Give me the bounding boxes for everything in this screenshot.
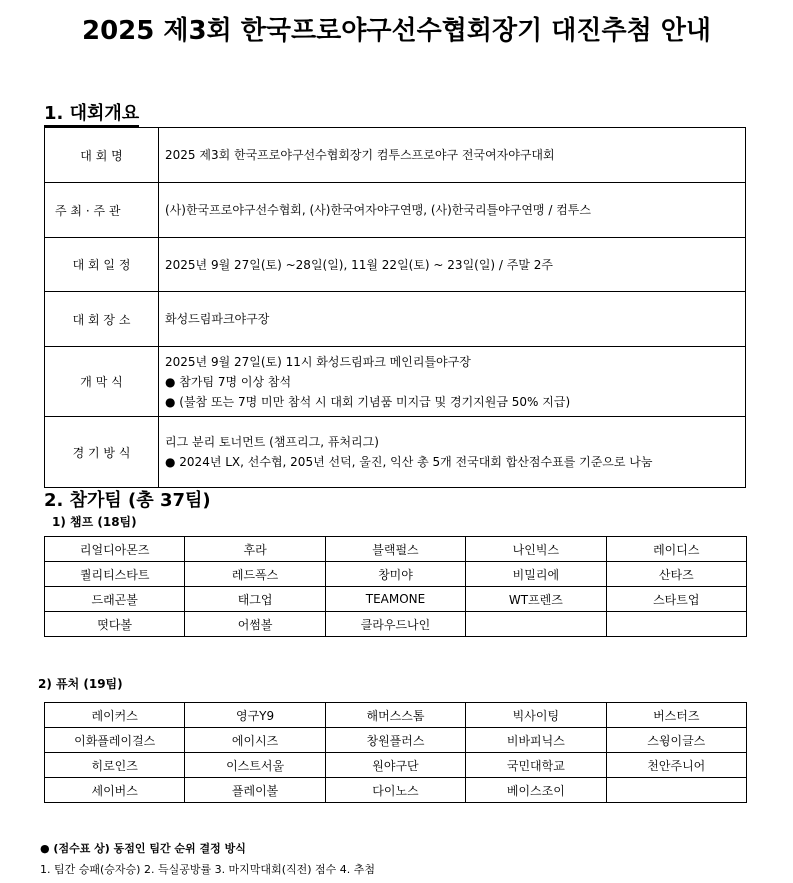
overview-line: 화성드림파크야구장 — [165, 312, 270, 326]
team-cell: 창미야 — [325, 562, 465, 587]
team-cell: 퀄리티스타트 — [45, 562, 185, 587]
overview-line: ● 참가팀 7명 이상 참석 — [165, 374, 292, 389]
team-cell: 베이스조이 — [466, 778, 606, 803]
overview-value — [159, 347, 746, 417]
overview-label: 경 기 방 식 — [45, 417, 159, 488]
team-cell: 빅사이팅 — [466, 703, 606, 728]
table-row — [45, 612, 747, 637]
team-cell: 이스트서울 — [185, 753, 325, 778]
tiebreak-note-body: 1. 팀간 승패(승자승) 2. 득실공방률 3. 마지막대회(직전) 점수 4. 추첨 — [40, 863, 376, 876]
team-cell: 히로인즈 — [45, 753, 185, 778]
overview-line: ● 2024년 LX, 선수협, 205년 선덕, 울진, 익산 총 5개 전국대회 합산점수표를 기준으로 나눔 — [165, 455, 653, 469]
team-cell: 레이디스 — [606, 537, 746, 562]
team-cell: 다이노스 — [325, 778, 465, 803]
team-cell: WT프렌즈 — [466, 587, 606, 612]
table-row — [45, 703, 747, 728]
overview-line: ● (불참 또는 7명 미만 참석 시 대회 기념품 미지급 및 경기지원금 50% 지급) — [165, 394, 571, 409]
team-cell: 어썸볼 — [185, 612, 325, 637]
overview-value — [159, 128, 746, 183]
team-cell: 태그업 — [185, 587, 325, 612]
champ-table — [44, 536, 747, 637]
overview-row-opening — [45, 347, 746, 417]
team-cell: 에이시즈 — [185, 728, 325, 753]
overview-label: 대 회 장 소 — [45, 292, 159, 347]
team-cell — [606, 612, 746, 637]
page-title: 2025 제3회 한국프로야구선수협회장기 대진추첨 안내 — [82, 16, 711, 46]
team-cell: 산타즈 — [606, 562, 746, 587]
section-overview-heading: 1. 대회개요 — [44, 103, 139, 127]
team-cell: 레이커스 — [45, 703, 185, 728]
overview-row-venue — [45, 292, 746, 347]
overview-row-schedule — [45, 238, 746, 292]
overview-line: 2025년 9월 27일(토) 11시 화성드림파크 메인리틀야구장 — [165, 354, 471, 369]
team-cell: 국민대학교 — [466, 753, 606, 778]
team-cell: 스윙이글스 — [606, 728, 746, 753]
tiebreak-note-title: ● (점수표 상) 동점인 팀간 순위 결정 방식 — [40, 842, 246, 855]
team-cell: TEAMONE — [325, 587, 465, 612]
team-cell: 버스터즈 — [606, 703, 746, 728]
team-cell: 나인빅스 — [466, 537, 606, 562]
overview-line: 2025년 9월 27일(토) ~28일(일), 11월 22일(토) ~ 23일(일) / 주말 2주 — [165, 257, 554, 272]
team-cell: 드래곤볼 — [45, 587, 185, 612]
team-cell: 비바피닉스 — [466, 728, 606, 753]
overview-value — [159, 183, 746, 238]
overview-table — [44, 127, 746, 488]
overview-value — [159, 238, 746, 292]
overview-row-name — [45, 128, 746, 183]
overview-row-format — [45, 417, 746, 488]
future-heading: 2) 퓨처 (19팀) — [38, 677, 123, 691]
team-cell: 후라 — [185, 537, 325, 562]
team-cell: 비밀리에 — [466, 562, 606, 587]
champ-heading: 1) 챔프 (18팀) — [52, 515, 137, 529]
team-cell: 창원플러스 — [325, 728, 465, 753]
overview-label: 개 막 식 — [45, 347, 159, 417]
team-cell: 해머스스톰 — [325, 703, 465, 728]
team-cell: 클라우드나인 — [325, 612, 465, 637]
team-cell: 블랙펄스 — [325, 537, 465, 562]
team-cell: 원야구단 — [325, 753, 465, 778]
overview-line: 2025 제3회 한국프로야구선수협회장기 컴투스프로야구 전국여자야구대회 — [165, 148, 555, 162]
team-cell: 떳다볼 — [45, 612, 185, 637]
team-cell: 스타트업 — [606, 587, 746, 612]
overview-value — [159, 417, 746, 488]
table-row — [45, 562, 747, 587]
team-cell — [606, 778, 746, 803]
overview-value — [159, 292, 746, 347]
overview-row-host — [45, 183, 746, 238]
team-cell: 리얼디아몬즈 — [45, 537, 185, 562]
overview-label: 주 최 · 주 관 — [45, 183, 159, 238]
team-cell: 천안주니어 — [606, 753, 746, 778]
overview-line: (사)한국프로야구선수협회, (사)한국여자야구연맹, (사)한국리틀야구연맹 / 컴투스 — [165, 203, 591, 217]
team-cell — [466, 612, 606, 637]
section-teams-heading: 2. 참가팀 (총 37팀) — [44, 490, 211, 511]
table-row — [45, 753, 747, 778]
table-row — [45, 587, 747, 612]
table-row — [45, 537, 747, 562]
team-cell: 레드폭스 — [185, 562, 325, 587]
team-cell: 영구Y9 — [185, 703, 325, 728]
team-cell: 이화플레이걸스 — [45, 728, 185, 753]
overview-line: 리그 분리 토너먼트 (챔프리그, 퓨처리그) — [165, 435, 379, 449]
overview-label: 대 회 일 정 — [45, 238, 159, 292]
overview-label: 대 회 명 — [45, 128, 159, 183]
table-row — [45, 778, 747, 803]
future-table — [44, 702, 747, 803]
team-cell: 플레이볼 — [185, 778, 325, 803]
team-cell: 세이버스 — [45, 778, 185, 803]
table-row — [45, 728, 747, 753]
